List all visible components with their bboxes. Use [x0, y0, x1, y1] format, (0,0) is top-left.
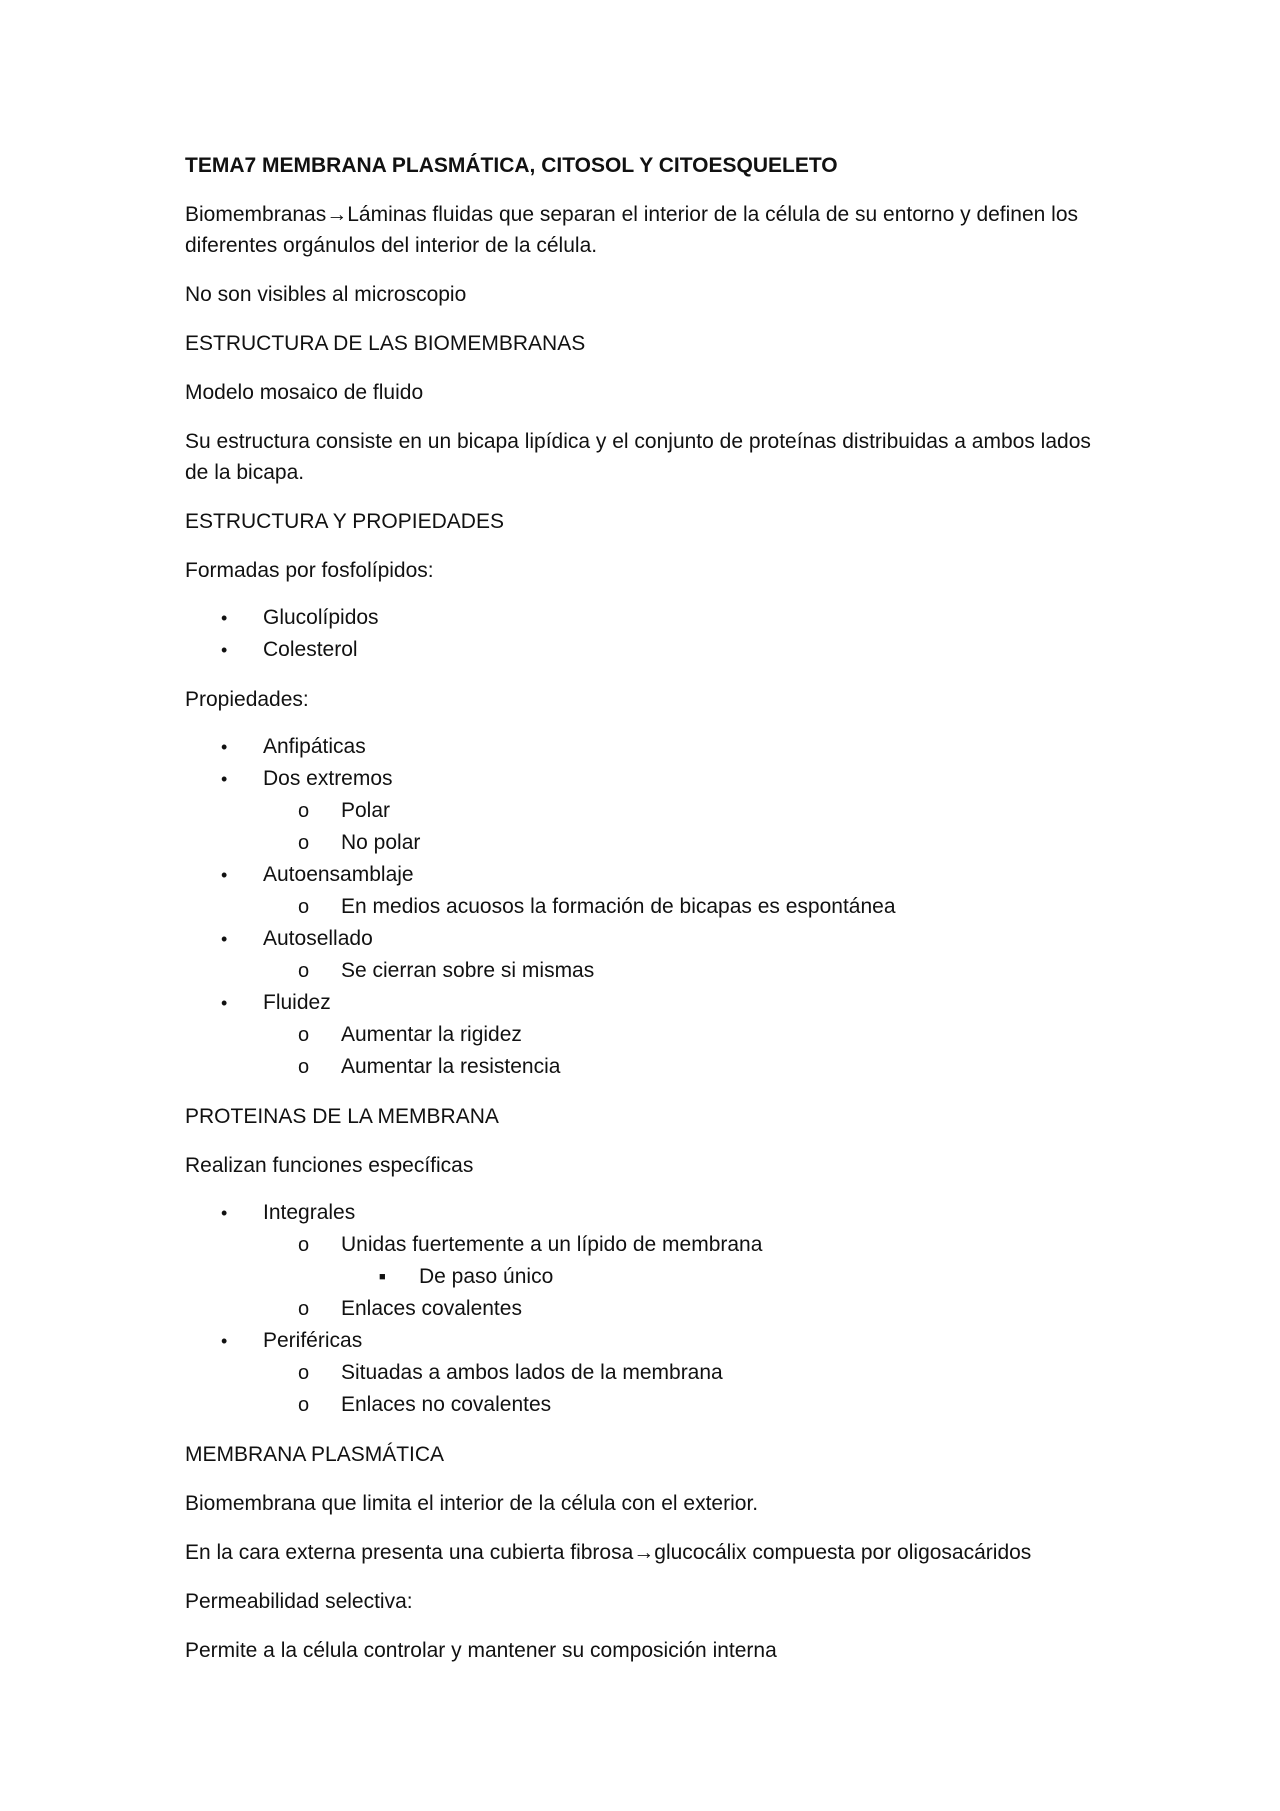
circle-bullet-icon: o [298, 1234, 310, 1256]
sublist [263, 1019, 1105, 1083]
list-item: o Enlaces no covalentes [263, 1389, 1105, 1421]
bullet-icon: • [221, 993, 228, 1013]
list-item: o Se cierran sobre si mismas [263, 955, 1105, 987]
circle-bullet-icon: o [298, 800, 310, 822]
bullet-icon: • [221, 737, 228, 757]
list-item: o Aumentar la rigidez [263, 1019, 1105, 1051]
heading-structure: ESTRUCTURA DE LAS BIOMEMBRANAS [185, 332, 586, 355]
list-item: • Autoensamblaje o En medios acuosos la formación de bicapas es espontánea [185, 859, 1105, 923]
permeability-label: Permeabilidad selectiva: [185, 1590, 413, 1613]
list-item: • Colesterol [185, 634, 1105, 666]
circle-bullet-icon: o [298, 896, 310, 918]
proteins-list [185, 1197, 1105, 1421]
bullet-icon: • [221, 1331, 228, 1351]
sublist [263, 795, 1105, 859]
properties-label: Propiedades: [185, 688, 309, 711]
list-item: o Situadas a ambos lados de la membrana [263, 1357, 1105, 1389]
list-item: o En medios acuosos la formación de bicapas es espontánea [263, 891, 1105, 923]
sublist [263, 1357, 1105, 1421]
plasma-description: Biomembrana que limita el interior de la célula con el exterior. [185, 1492, 759, 1515]
document-title: TEMA7 MEMBRANA PLASMÁTICA, CITOSOL Y CITOESQUELETO [185, 154, 838, 177]
model-paragraph: Modelo mosaico de fluido [185, 381, 424, 404]
properties-list [185, 731, 1105, 1083]
circle-bullet-icon: o [298, 1056, 310, 1078]
list-item: o Aumentar la resistencia [263, 1051, 1105, 1083]
formed-by-paragraph: Formadas por fosfolípidos: [185, 559, 434, 582]
heading-plasma-membrane: MEMBRANA PLASMÁTICA [185, 1443, 445, 1466]
list-item: o No polar [263, 827, 1105, 859]
document-page [185, 150, 1105, 1684]
list-item: • Glucolípidos [185, 602, 1105, 634]
list-item: o Enlaces covalentes [263, 1293, 1105, 1325]
bullet-icon: • [221, 865, 228, 885]
list-item: • Anfipáticas [185, 731, 1105, 763]
intro-paragraph: Biomembranas→Láminas fluidas que separan el interior de la célula de su entorno y definen los diferentes orgánulos del interior de la célula. [185, 203, 1079, 257]
circle-bullet-icon: o [298, 1298, 310, 1320]
bullet-icon: • [221, 769, 228, 789]
bullet-icon: • [221, 929, 228, 949]
circle-bullet-icon: o [298, 1362, 310, 1384]
list-item: • Periféricas o Situadas a ambos lados de la membrana o Enlaces no covalentes [185, 1325, 1105, 1421]
heading-properties: ESTRUCTURA Y PROPIEDADES [185, 510, 504, 533]
list-item: • Autosellado o Se cierran sobre si mismas [185, 923, 1105, 987]
sublist [341, 1261, 1105, 1293]
list-item: • Integrales o Unidas fuertemente a un lípido de membrana ■ De paso único o Enlaces covalentes [185, 1197, 1105, 1325]
glycocalyx-paragraph: En la cara externa presenta una cubierta fibrosa→glucocálix compuesta por oligosacáridos [185, 1541, 1032, 1564]
proteins-description: Realizan funciones específicas [185, 1154, 474, 1177]
list-item: • Fluidez o Aumentar la rigidez o Aumentar la resistencia [185, 987, 1105, 1083]
circle-bullet-icon: o [298, 1394, 310, 1416]
list-item: o Unidas fuertemente a un lípido de membrana ■ De paso único [263, 1229, 1105, 1293]
square-bullet-icon: ■ [379, 1271, 386, 1283]
sublist [263, 955, 1105, 987]
not-visible-paragraph: No son visibles al microscopio [185, 283, 467, 306]
circle-bullet-icon: o [298, 832, 310, 854]
circle-bullet-icon: o [298, 1024, 310, 1046]
circle-bullet-icon: o [298, 960, 310, 982]
list-item: o Polar [263, 795, 1105, 827]
bullet-icon: • [221, 1203, 228, 1223]
list-item: • Dos extremos o Polar o No polar [185, 763, 1105, 859]
bullet-icon: • [221, 608, 228, 628]
permeability-description: Permite a la célula controlar y mantener su composición interna [185, 1639, 777, 1662]
formed-by-list [185, 602, 1105, 666]
sublist [263, 1229, 1105, 1325]
bullet-icon: • [221, 640, 228, 660]
sublist [263, 891, 1105, 923]
heading-proteins: PROTEINAS DE LA MEMBRANA [185, 1105, 499, 1128]
structure-description: Su estructura consiste en un bicapa lipídica y el conjunto de proteínas distribuidas a ambos lados de la bicapa. [185, 430, 1091, 484]
list-item: ■ De paso único [341, 1261, 1105, 1293]
